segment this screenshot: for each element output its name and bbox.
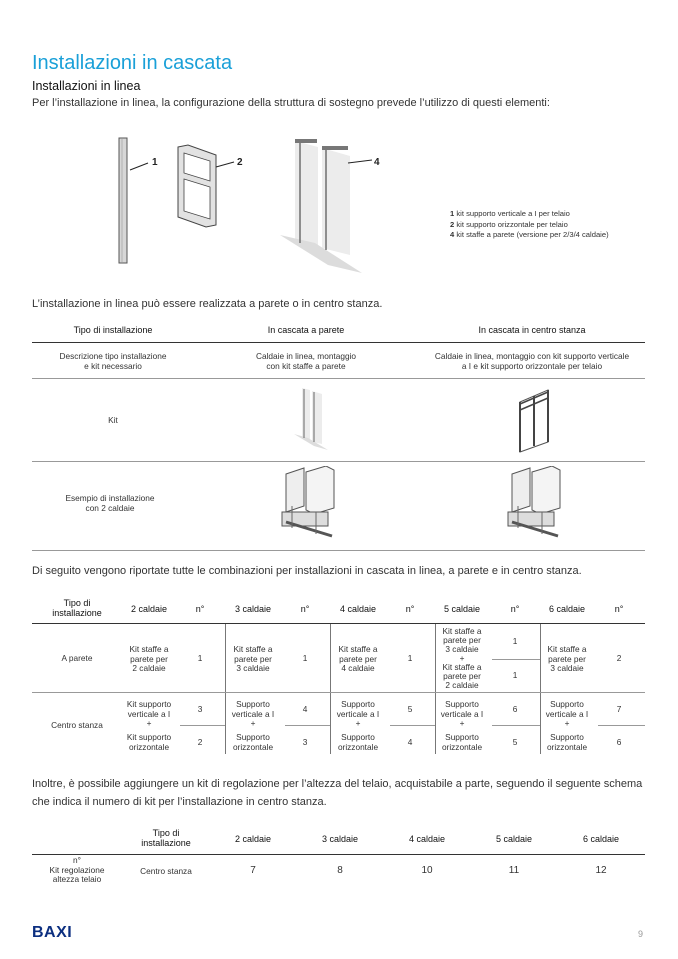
t2-header-type: Tipo di installazione [52,598,102,618]
center-installation-example-icon [498,466,568,542]
t2-header-n: n° [195,604,205,614]
legend-item: 4 kit staffe a parete (versione per 2/3/4 caldaie) [450,230,609,239]
t2-center-horiz-2: Kit supporto orizzontale [126,732,172,752]
t3-value-2: 7 [250,865,256,876]
t1-desc-wall: Caldaie in linea, montaggio con kit staffe a parete [255,351,357,371]
t2-center-horiz-n4: 4 [407,737,413,747]
t2-wall-3: Kit staffe a parete per 3 caldaie [233,644,273,673]
t2-center-vert-n4: 5 [407,704,413,714]
wall-installation-example-icon [272,466,342,542]
t2-center-vert-5: Supporto verticale a I [440,699,484,719]
t2-wall-n5b: 1 [512,670,518,680]
t2-center-vert-2: Kit supporto verticale a I [126,699,172,719]
wall-bracket-kit-icon [288,384,330,454]
t2-header-5: 5 caldaie [443,604,481,614]
plus-sign: + [250,718,256,728]
t2-row-center-label: Centro stanza [51,720,103,730]
plus-sign: + [146,718,152,728]
center-frame-kit-icon [512,382,556,454]
t1-example-label: Esempio di installazione con 2 caldaie [65,493,155,513]
t3-header-3: 3 caldaie [321,834,359,844]
t3-row-type: Centro stanza [140,866,192,876]
t3-header-4: 4 caldaie [408,834,446,844]
t2-wall-n3: 1 [302,653,308,663]
figure-label-4: 4 [374,157,380,168]
t3-row-label: n° Kit regolazione altezza telaio [49,855,105,884]
t3-value-4: 10 [421,865,433,876]
t1-header-type: Tipo di installazione [73,325,153,335]
t2-wall-n2: 1 [197,653,203,663]
plus-sign: + [564,718,570,728]
t2-header-2: 2 caldaie [130,604,168,614]
t2-center-vert-4: Supporto verticale a I [336,699,380,719]
t3-header-type: Tipo di installazione [141,828,191,848]
figure-label-1: 1 [152,157,158,168]
page-number: 9 [638,929,644,939]
t3-value-6: 12 [595,865,607,876]
figure-legend [450,209,609,241]
t3-header-2: 2 caldaie [234,834,272,844]
t2-wall-n4: 1 [407,653,413,663]
t2-wall-6: Kit staffe a parete per 3 caldaie [547,644,587,673]
t1-kit-label: Kit [108,415,118,425]
figure-label-2: 2 [237,157,243,168]
t2-center-vert-n5: 6 [512,704,518,714]
t2-row-wall-label: A parete [61,653,93,663]
t2-center-vert-3: Supporto verticale a I [231,699,275,719]
t3-value-5: 11 [508,865,520,876]
t2-center-vert-n6: 7 [616,704,622,714]
t2-header-n: n° [405,604,415,614]
t2-wall-n6: 2 [616,653,622,663]
t2-center-horiz-n6: 6 [616,737,622,747]
t2-wall-2: Kit staffe a parete per 2 caldaie [129,644,169,673]
t2-center-horiz-n2: 2 [197,737,203,747]
t3-value-3: 8 [337,865,343,876]
t1-desc-label: Descrizione tipo installazione e kit necessario [59,351,167,371]
t2-header-4: 4 caldaie [339,604,377,614]
page-title: Installazioni in cascata [32,52,233,74]
t2-header-n: n° [300,604,310,614]
t1-header-wall: In cascata a parete [267,325,345,335]
t1-header-center: In cascata in centro stanza [478,325,586,335]
paragraph-height-kit: Inoltre, è possibile aggiungere un kit di regolazione per l’altezza del telaio, acquistabile a parte, seguendo il seguente schema che indica il numero di kit per l’installazione in centro stanza. [32,778,643,808]
horizontal-support-illustration [178,145,234,227]
t2-center-vert-n3: 4 [302,704,308,714]
t2-center-vert-n2: 3 [197,704,203,714]
vertical-support-illustration [119,138,148,263]
legend-item: 1 kit supporto verticale a I per telaio [450,209,570,218]
t2-wall-5: Kit staffe a parete per 3 caldaie + Kit staffe a parete per 2 caldaie [442,626,482,690]
t2-center-vert-6: Supporto verticale a I [545,699,589,719]
t2-header-n: n° [614,604,624,614]
section-subtitle: Installazioni in linea [32,79,141,93]
t2-center-horiz-n3: 3 [302,737,308,747]
t2-center-horiz-5: Supporto orizzontale [441,732,483,752]
t2-header-3: 3 caldaie [234,604,272,614]
t2-center-horiz-6: Supporto orizzontale [546,732,588,752]
t2-center-horiz-n5: 5 [512,737,518,747]
t2-center-horiz-3: Supporto orizzontale [232,732,274,752]
brand-logo: BAXI [32,924,73,941]
t2-header-n: n° [510,604,520,614]
t2-center-horiz-4: Supporto orizzontale [337,732,379,752]
kit-elements-figure [100,125,400,285]
t2-wall-n5a: 1 [512,636,518,646]
t1-desc-center: Caldaie in linea, montaggio con kit supporto verticale a I e kit supporto orizzontale per telaio [434,351,630,371]
t3-header-6: 6 caldaie [582,834,620,844]
legend-item: 2 kit supporto orizzontale per telaio [450,219,568,229]
plus-sign: + [355,718,361,728]
wall-bracket-illustration [280,139,372,273]
t2-wall-4: Kit staffe a parete per 4 caldaie [338,644,378,673]
t3-header-5: 5 caldaie [495,834,533,844]
paragraph-combinations: Di seguito vengono riportate tutte le combinazioni per installazioni in cascata in linea, a parete e in centro stanza. [32,565,582,577]
intro-text: Per l’installazione in linea, la configurazione della struttura di sostegno prevede l’utilizzo di questi elementi: [32,97,550,109]
paragraph-installation-types: L’installazione in linea può essere realizzata a parete o in centro stanza. [32,298,383,310]
t2-header-6: 6 caldaie [548,604,586,614]
plus-sign: + [459,718,465,728]
